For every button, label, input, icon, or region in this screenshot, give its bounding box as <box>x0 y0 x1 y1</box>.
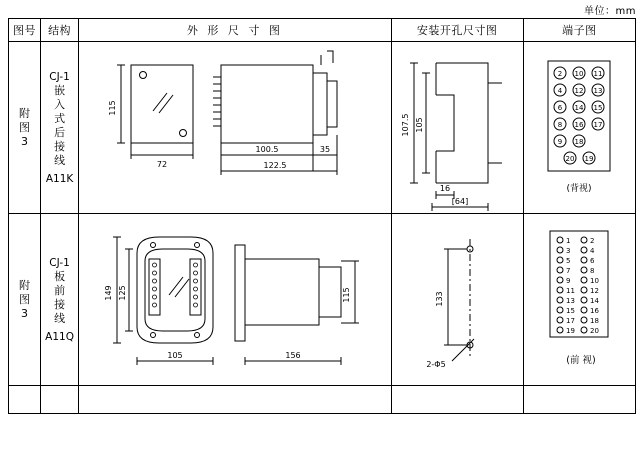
terminal-view-note: (前 视) <box>566 354 596 366</box>
terminal-number: 2 <box>557 69 563 78</box>
terminal-number: 6 <box>589 256 595 265</box>
terminal-view-note: (背视) <box>566 183 592 194</box>
terminal-number: 15 <box>565 306 575 315</box>
structure-char: 入 <box>54 97 66 111</box>
terminal-number: 11 <box>593 69 603 78</box>
terminal-number: 4 <box>557 86 563 95</box>
fig-no-char: 附 <box>19 106 31 120</box>
table-row <box>9 42 636 214</box>
terminal-number: 2 <box>589 236 595 245</box>
structure-cell-2 <box>41 214 79 386</box>
terminal-number: 18 <box>589 316 599 325</box>
outline-drawing-cell-2 <box>79 214 391 386</box>
hole-note: 2-Φ5 <box>425 359 446 369</box>
fig-no-cell-2 <box>9 214 41 386</box>
structure-cell-3 <box>41 386 79 414</box>
structure-model: CJ-1 <box>49 256 70 269</box>
dim-115: 115 <box>342 286 352 303</box>
mount-drawing-1 <box>392 43 522 213</box>
terminal-cell-1 <box>523 42 635 214</box>
terminal-number: 9 <box>557 137 563 146</box>
terminal-number: 8 <box>557 120 563 129</box>
terminal-number: 16 <box>574 120 584 129</box>
terminal-number: 16 <box>589 306 599 315</box>
dim-107-5: 107.5 <box>400 113 410 136</box>
dim-115: 115 <box>108 99 118 116</box>
terminal-number: 8 <box>589 266 595 275</box>
terminal-number: 17 <box>565 316 575 325</box>
dim-125: 125 <box>118 284 128 301</box>
header-terminal: 端子图 <box>523 19 635 42</box>
dimension-table <box>8 18 636 414</box>
structure-char: 线 <box>54 153 66 167</box>
structure-code: A11K <box>45 172 74 185</box>
terminal-number: 1 <box>565 236 571 245</box>
table-row <box>9 214 636 386</box>
structure-char: 板 <box>54 269 66 283</box>
terminal-number: 14 <box>589 296 599 305</box>
structure-char: 嵌 <box>54 83 66 97</box>
structure-char: 前 <box>54 283 66 297</box>
terminal-number: 20 <box>589 326 599 335</box>
dim-133: 133 <box>434 290 444 307</box>
mount-drawing-cell-1 <box>391 42 523 214</box>
terminal-number: 12 <box>589 286 599 295</box>
terminal-number: 19 <box>565 326 575 335</box>
header-structure: 结构 <box>41 19 79 42</box>
terminal-number: 10 <box>589 276 599 285</box>
dim-64: [64] <box>451 196 468 206</box>
structure-char: 式 <box>54 111 66 125</box>
outline-drawing-1 <box>79 43 389 213</box>
fig-no-char: 3 <box>21 306 29 320</box>
fig-no-cell-3 <box>9 386 41 414</box>
terminal-cell-3 <box>523 386 635 414</box>
structure-char: 接 <box>54 297 66 311</box>
mount-drawing-cell-3 <box>391 386 523 414</box>
terminal-number: 15 <box>593 103 603 112</box>
terminal-number: 13 <box>593 86 603 95</box>
dim-35: 35 <box>320 144 331 154</box>
terminal-number: 20 <box>565 154 575 163</box>
terminal-number: 18 <box>574 137 584 146</box>
dim-100-5: 100.5 <box>255 144 279 154</box>
structure-char: 线 <box>54 311 66 325</box>
mount-drawing-2 <box>392 215 522 385</box>
outline-drawing-cell-3 <box>79 386 391 414</box>
terminal-number: 4 <box>589 246 595 255</box>
mount-drawing-cell-2 <box>391 214 523 386</box>
fig-no-char: 附 <box>19 278 31 292</box>
terminal-number: 7 <box>565 266 571 275</box>
fig-no-char: 图 <box>19 120 31 134</box>
header-fig-no: 图号 <box>9 19 41 42</box>
outline-drawing-2 <box>79 215 389 385</box>
terminal-number: 9 <box>565 276 571 285</box>
structure-char: 接 <box>54 139 66 153</box>
dim-122-5: 122.5 <box>263 160 287 170</box>
terminal-cell-2 <box>523 214 635 386</box>
terminal-diagram-2 <box>524 215 634 385</box>
terminal-number: 5 <box>565 256 571 265</box>
terminal-diagram-1 <box>524 43 634 213</box>
terminal-number: 12 <box>574 86 584 95</box>
structure-char: 后 <box>54 125 66 139</box>
fig-no-char: 图 <box>19 292 31 306</box>
fig-no-char: 3 <box>21 134 29 148</box>
dim-72: 72 <box>157 159 168 169</box>
terminal-number: 19 <box>584 154 594 163</box>
terminal-number: 10 <box>574 69 584 78</box>
terminal-number: 6 <box>557 103 563 112</box>
terminal-number: 3 <box>565 246 571 255</box>
dim-16: 16 <box>439 183 450 193</box>
header-outline-dims: 外 形 尺 寸 图 <box>79 19 391 42</box>
structure-code: A11Q <box>45 330 74 343</box>
dim-149: 149 <box>104 284 114 301</box>
terminal-number: 13 <box>565 296 575 305</box>
structure-model: CJ-1 <box>49 70 70 83</box>
terminal-number: 14 <box>574 103 584 112</box>
outline-drawing-cell-1 <box>79 42 391 214</box>
dim-105: 105 <box>167 350 183 360</box>
dim-105: 105 <box>414 116 424 133</box>
dim-156: 156 <box>285 350 301 360</box>
header-mount-dims: 安装开孔尺寸图 <box>391 19 523 42</box>
unit-note: 单位：mm <box>584 6 636 17</box>
table-row-empty <box>9 386 636 414</box>
terminal-number: 17 <box>593 120 603 129</box>
terminal-number: 11 <box>565 286 575 295</box>
structure-cell-1 <box>41 42 79 214</box>
fig-no-cell-1 <box>9 42 41 214</box>
